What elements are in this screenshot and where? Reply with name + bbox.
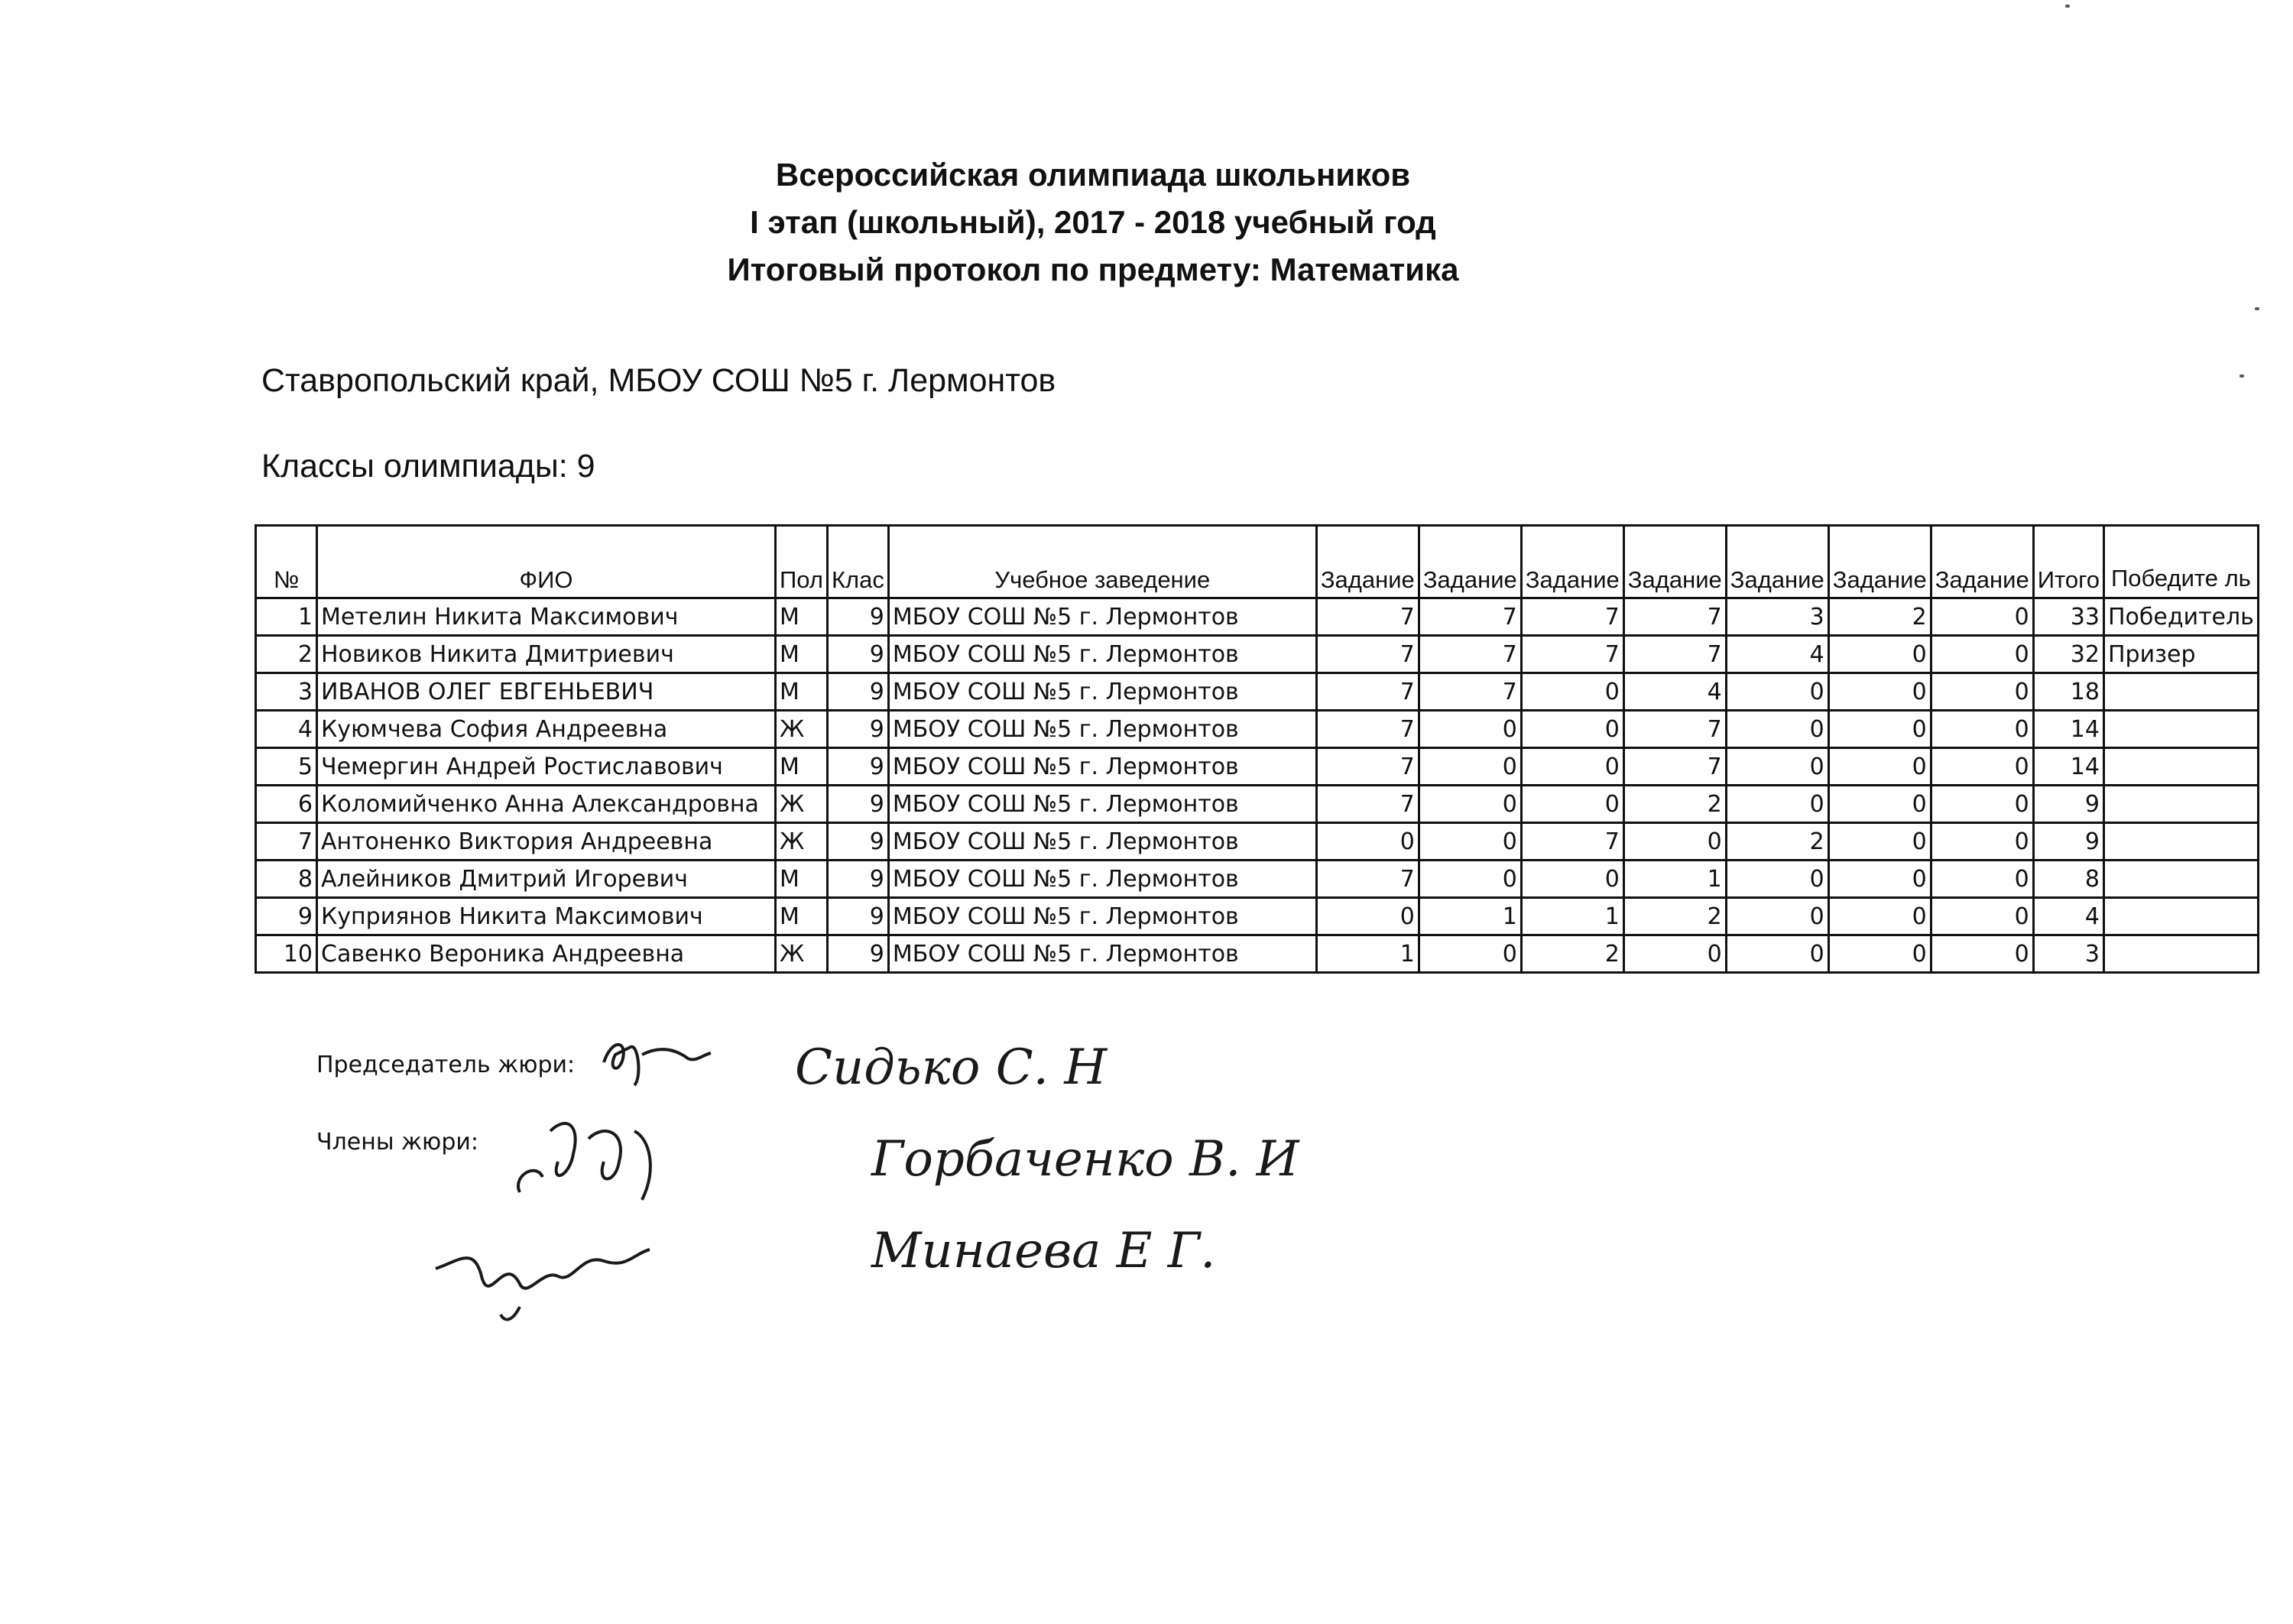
task-1-score: 0 (1316, 898, 1419, 935)
task-5-score: 4 (1726, 636, 1828, 673)
task-6-score: 0 (1828, 786, 1931, 823)
member1-signature-mark (497, 1108, 680, 1207)
task-6-score: 0 (1828, 823, 1931, 861)
school-name: МБОУ СОШ №5 г. Лермонтов (888, 636, 1316, 673)
header-task-7: Задание (1931, 526, 2033, 598)
table-row (256, 861, 2259, 898)
header-sex: Пол (776, 526, 828, 598)
task-4-score: 7 (1623, 636, 1726, 673)
task-6-score: 0 (1828, 898, 1931, 935)
table-header-row (256, 526, 2259, 598)
task-1-score: 7 (1316, 786, 1419, 823)
total-score: 33 (2033, 598, 2103, 636)
total-score: 18 (2033, 673, 2103, 711)
title-line-1: Всероссийская олимпиада школьников (775, 157, 1411, 193)
status-cell (2103, 898, 2258, 935)
task-5-score: 0 (1726, 898, 1828, 935)
task-2-score: 0 (1419, 823, 1521, 861)
task-4-score: 2 (1623, 898, 1726, 935)
task-1-score: 7 (1316, 861, 1419, 898)
total-score: 9 (2033, 786, 2103, 823)
task-4-score: 0 (1623, 823, 1726, 861)
total-score: 8 (2033, 861, 2103, 898)
student-grade: 9 (827, 861, 888, 898)
header-task-6: Задание (1828, 526, 1931, 598)
student-grade: 9 (827, 898, 888, 935)
header-grade: Клас (827, 526, 888, 598)
student-sex: М (776, 748, 828, 786)
task-2-score: 0 (1419, 711, 1521, 748)
scan-speck (2065, 5, 2070, 8)
scan-speck (2255, 307, 2259, 310)
document-title (0, 151, 2186, 293)
table-row (256, 935, 2259, 973)
student-sex: М (776, 673, 828, 711)
task-4-score: 1 (1623, 861, 1726, 898)
header-task-1: Задание (1316, 526, 1419, 598)
student-grade: 9 (827, 748, 888, 786)
student-name: Куприянов Никита Максимович (317, 898, 776, 935)
status-cell (2103, 935, 2258, 973)
header-total: Итого (2033, 526, 2103, 598)
task-7-score: 0 (1931, 598, 2033, 636)
task-3-score: 7 (1521, 598, 1623, 636)
header-task-3: Задание (1521, 526, 1623, 598)
school-name: МБОУ СОШ №5 г. Лермонтов (888, 748, 1316, 786)
task-6-score: 0 (1828, 673, 1931, 711)
task-3-score: 1 (1521, 898, 1623, 935)
student-sex: Ж (776, 823, 828, 861)
task-5-score: 0 (1726, 673, 1828, 711)
task-7-score: 0 (1931, 935, 2033, 973)
table-row (256, 748, 2259, 786)
task-2-score: 0 (1419, 861, 1521, 898)
table-row (256, 636, 2259, 673)
total-score: 14 (2033, 711, 2103, 748)
status-cell (2103, 823, 2258, 861)
student-name: Коломийченко Анна Александровна (317, 786, 776, 823)
student-name: ИВАНОВ ОЛЕГ ЕВГЕНЬЕВИЧ (317, 673, 776, 711)
task-4-score: 7 (1623, 598, 1726, 636)
student-sex: Ж (776, 935, 828, 973)
header-school: Учебное заведение (888, 526, 1316, 598)
school-name: МБОУ СОШ №5 г. Лермонтов (888, 935, 1316, 973)
school-name: МБОУ СОШ №5 г. Лермонтов (888, 711, 1316, 748)
student-grade: 9 (827, 711, 888, 748)
task-1-score: 0 (1316, 823, 1419, 861)
task-5-score: 0 (1726, 935, 1828, 973)
chair-name-handwritten: Сидько С. Н (795, 1039, 1108, 1096)
status-cell: Победитель (2103, 598, 2258, 636)
student-name: Новиков Никита Дмитриевич (317, 636, 776, 673)
task-7-score: 0 (1931, 636, 2033, 673)
task-4-score: 2 (1623, 786, 1726, 823)
table-row (256, 673, 2259, 711)
table-row (256, 711, 2259, 748)
task-3-score: 7 (1521, 823, 1623, 861)
task-7-score: 0 (1931, 861, 2033, 898)
region-school-line: Ставропольский край, МБОУ СОШ №5 г. Лермонтов (261, 362, 1056, 399)
header-status: Победите ль (2103, 526, 2258, 598)
task-5-score: 0 (1726, 748, 1828, 786)
status-cell (2103, 711, 2258, 748)
total-score: 3 (2033, 935, 2103, 973)
student-name: Куюмчева София Андреевна (317, 711, 776, 748)
student-sex: Ж (776, 786, 828, 823)
header-num: № (256, 526, 317, 598)
student-grade: 9 (827, 935, 888, 973)
total-score: 32 (2033, 636, 2103, 673)
table-row (256, 898, 2259, 935)
student-grade: 9 (827, 636, 888, 673)
row-number: 7 (256, 823, 317, 861)
status-cell (2103, 673, 2258, 711)
task-6-score: 0 (1828, 935, 1931, 973)
task-3-score: 7 (1521, 636, 1623, 673)
task-4-score: 0 (1623, 935, 1726, 973)
student-sex: М (776, 861, 828, 898)
student-sex: Ж (776, 711, 828, 748)
header-task-5: Задание (1726, 526, 1828, 598)
jury-chair-label: Председатель жюри: (316, 1052, 576, 1078)
row-number: 5 (256, 748, 317, 786)
task-5-score: 3 (1726, 598, 1828, 636)
row-number: 4 (256, 711, 317, 748)
total-score: 14 (2033, 748, 2103, 786)
task-1-score: 7 (1316, 711, 1419, 748)
row-number: 9 (256, 898, 317, 935)
row-number: 2 (256, 636, 317, 673)
student-name: Алейников Дмитрий Игоревич (317, 861, 776, 898)
student-sex: М (776, 598, 828, 636)
task-2-score: 0 (1419, 748, 1521, 786)
task-4-score: 7 (1623, 711, 1726, 748)
student-grade: 9 (827, 823, 888, 861)
jury-members-label: Члены жюри: (316, 1129, 478, 1156)
row-number: 6 (256, 786, 317, 823)
task-7-score: 0 (1931, 786, 2033, 823)
student-grade: 9 (827, 598, 888, 636)
school-name: МБОУ СОШ №5 г. Лермонтов (888, 786, 1316, 823)
task-5-score: 0 (1726, 786, 1828, 823)
task-7-score: 0 (1931, 823, 2033, 861)
header-task-2: Задание (1419, 526, 1521, 598)
scan-speck (2239, 374, 2244, 378)
header-fio: ФИО (317, 526, 776, 598)
header-task-4: Задание (1623, 526, 1726, 598)
task-3-score: 0 (1521, 748, 1623, 786)
student-grade: 9 (827, 786, 888, 823)
student-name: Антоненко Виктория Андреевна (317, 823, 776, 861)
status-cell (2103, 748, 2258, 786)
task-5-score: 2 (1726, 823, 1828, 861)
member2-name-handwritten: Минаева Е Г. (871, 1223, 1216, 1279)
school-name: МБОУ СОШ №5 г. Лермонтов (888, 861, 1316, 898)
task-2-score: 7 (1419, 598, 1521, 636)
student-name: Чемергин Андрей Ростиславович (317, 748, 776, 786)
total-score: 4 (2033, 898, 2103, 935)
task-5-score: 0 (1726, 861, 1828, 898)
task-1-score: 7 (1316, 636, 1419, 673)
task-6-score: 0 (1828, 748, 1931, 786)
chair-signature-mark (596, 1032, 718, 1093)
task-7-score: 0 (1931, 748, 2033, 786)
task-1-score: 7 (1316, 748, 1419, 786)
task-1-score: 7 (1316, 598, 1419, 636)
task-2-score: 0 (1419, 935, 1521, 973)
task-3-score: 2 (1521, 935, 1623, 973)
row-number: 1 (256, 598, 317, 636)
task-7-score: 0 (1931, 898, 2033, 935)
status-cell (2103, 861, 2258, 898)
row-number: 10 (256, 935, 317, 973)
table-row (256, 823, 2259, 861)
task-2-score: 7 (1419, 636, 1521, 673)
table-row (256, 598, 2259, 636)
task-7-score: 0 (1931, 673, 2033, 711)
task-4-score: 7 (1623, 748, 1726, 786)
task-4-score: 4 (1623, 673, 1726, 711)
results-table (255, 524, 2259, 974)
task-6-score: 0 (1828, 636, 1931, 673)
member2-signature-mark (428, 1207, 657, 1330)
title-line-3: Итоговый протокол по предмету: Математика (727, 251, 1459, 287)
title-line-2: I этап (школьный), 2017 - 2018 учебный год (750, 204, 1436, 240)
task-6-score: 0 (1828, 711, 1931, 748)
task-2-score: 1 (1419, 898, 1521, 935)
school-name: МБОУ СОШ №5 г. Лермонтов (888, 673, 1316, 711)
school-name: МБОУ СОШ №5 г. Лермонтов (888, 898, 1316, 935)
task-1-score: 1 (1316, 935, 1419, 973)
student-name: Савенко Вероника Андреевна (317, 935, 776, 973)
task-3-score: 0 (1521, 786, 1623, 823)
status-cell: Призер (2103, 636, 2258, 673)
total-score: 9 (2033, 823, 2103, 861)
status-cell (2103, 786, 2258, 823)
task-7-score: 0 (1931, 711, 2033, 748)
student-sex: М (776, 636, 828, 673)
task-3-score: 0 (1521, 673, 1623, 711)
task-3-score: 0 (1521, 861, 1623, 898)
task-6-score: 0 (1828, 861, 1931, 898)
table-row (256, 786, 2259, 823)
task-2-score: 0 (1419, 786, 1521, 823)
row-number: 3 (256, 673, 317, 711)
task-6-score: 2 (1828, 598, 1931, 636)
member1-name-handwritten: Горбаченко В. И (871, 1131, 1299, 1188)
student-name: Метелин Никита Максимович (317, 598, 776, 636)
student-sex: М (776, 898, 828, 935)
row-number: 8 (256, 861, 317, 898)
school-name: МБОУ СОШ №5 г. Лермонтов (888, 823, 1316, 861)
task-1-score: 7 (1316, 673, 1419, 711)
task-5-score: 0 (1726, 711, 1828, 748)
task-3-score: 0 (1521, 711, 1623, 748)
task-2-score: 7 (1419, 673, 1521, 711)
school-name: МБОУ СОШ №5 г. Лермонтов (888, 598, 1316, 636)
student-grade: 9 (827, 673, 888, 711)
olympiad-classes-line: Классы олимпиады: 9 (261, 448, 595, 485)
